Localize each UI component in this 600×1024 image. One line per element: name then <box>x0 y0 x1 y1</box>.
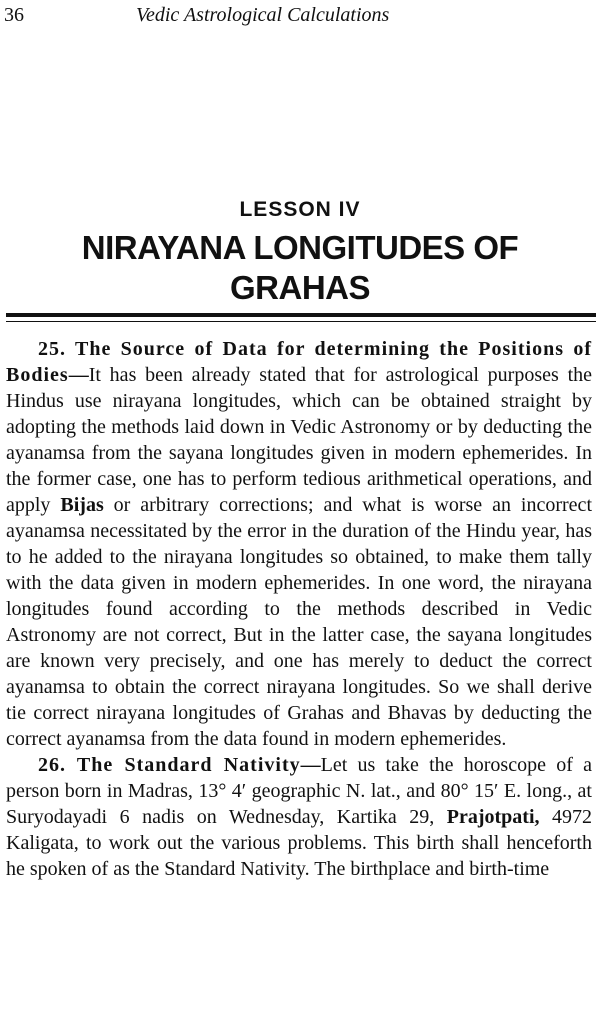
title-rule-thin <box>6 321 596 322</box>
term-bijas: Bijas <box>60 494 104 516</box>
page-number: 36 <box>4 4 24 26</box>
running-head <box>0 4 600 32</box>
section-heading-26: 26. The Standard Nativity <box>38 754 301 776</box>
paragraph-25-text-1: It has been already stated that for astrological purposes the Hindus use nirayana longitudes, which can be obtained straight by adopting the methods laid down in Vedic Astronomy or by deducting the ayanamsa from the sayana longitudes given in modern ephemerides. In the former case, one has to perform tedious arithmetical operations, and apply <box>6 364 592 516</box>
heading-dash: — <box>68 364 89 386</box>
paragraph-26 <box>6 752 592 882</box>
paragraph-25 <box>6 336 592 752</box>
section-heading-25: 25. The Source of Data for determining the Positions of Bodies <box>6 338 592 386</box>
lesson-title: NIRAYANA LONGITUDES OF GRAHAS <box>81 229 519 306</box>
term-prajotpati: Prajotpati, <box>446 806 540 828</box>
title-rule-thick <box>6 313 596 317</box>
lesson-label: LESSON IV <box>239 198 361 221</box>
body-text <box>6 336 592 882</box>
paragraph-26-text-1: Let us take the horoscope of a person born in Madras, 13° 4′ geographic N. lat., and 80° 15′ E. long., at Suryodayadi 6 nadis on Wednesday, Kartika 29, <box>6 754 592 828</box>
paragraph-25-text-2: or arbitrary corrections; and what is worse an incorrect ayanamsa necessitated by the error in the duration of the Hindu year, has to he added to the nirayana longitudes so obtained, to make them tally with the data given in modern ephemerides. In one word, the nirayana longitudes found according to the methods described in Vedic Astronomy are not correct, But in the latter case, the sayana longitudes are known very precisely, and one has merely to deduct the correct ayanamsa to obtain the correct nirayana longitudes. So we shall derive tie correct nirayana longitudes of Grahas and Bhavas by deducting the correct ayanamsa from the data found in modern ephemerides. <box>6 494 592 750</box>
running-title: Vedic Astrological Calculations <box>136 4 390 26</box>
heading-dash: — <box>300 754 321 776</box>
paragraph-26-text-2: 4972 Kaligata, to work out the various problems. This birth shall henceforth he spoken of as the Standard Nativity. The birthplace and birth-time <box>6 806 593 880</box>
